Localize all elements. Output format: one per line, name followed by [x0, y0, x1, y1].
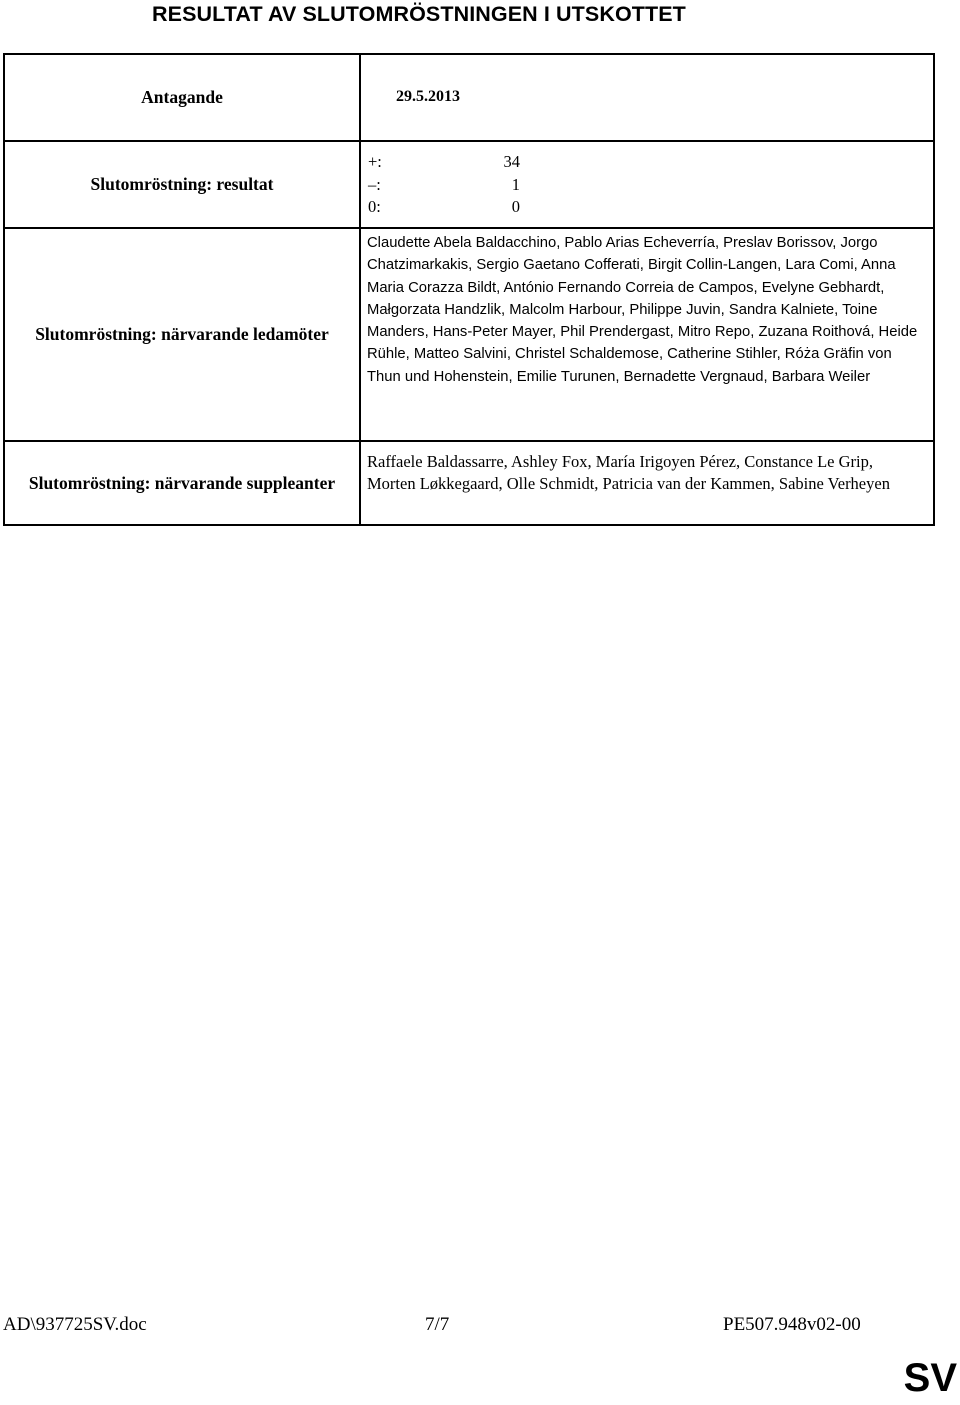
adopted-date-cell: [360, 54, 934, 141]
vote-result-table: [3, 53, 935, 526]
footer-doc-ref: AD\937725SV.doc: [3, 1314, 147, 1335]
result-zero: [368, 196, 933, 219]
footer-pe-ref: PE507.948v02-00: [723, 1314, 861, 1335]
substitutes-cell: [360, 441, 934, 525]
result-plus: [368, 151, 933, 174]
members-list: Claudette Abela Baldacchino, Pablo Arias Echeverría, Preslav Borissov, Jorgo Chatzimarkakis, Sergio Gaetano Cofferati, Birgit Collin-Langen, Lara Comi, Anna Maria Corazza Bildt, António Fernando Correia de Campos, Evelyne Gebhardt, Małgorzata Handzlik, Malcolm Harbour, Philippe Juvin, Sandra Kalniete, Toine Manders, Hans-Peter Mayer, Phil Prendergast, Mitro Repo, Zuzana Roithová, Heide Rühle, Matteo Salvini, Christel Schaldemose, Catherine Stihler, Róża Gräfin von Thun und Hohenstein, Emilie Turunen, Bernadette Vergnaud, Barbara Weiler: [367, 235, 918, 385]
language-code: SV: [903, 1356, 957, 1400]
result-label: Slutomröstning: resultat: [4, 141, 360, 228]
adopted-date: 29.5.2013: [396, 88, 460, 106]
zero-value: 0: [511, 197, 520, 216]
row-members: [4, 228, 934, 441]
substitutes-label: Slutomröstning: närvarande suppleanter: [4, 441, 360, 525]
row-adopted: [4, 54, 934, 141]
minus-value: 1: [511, 174, 520, 194]
adopted-label: Antagande: [4, 54, 360, 141]
row-substitutes: [4, 441, 934, 525]
substitutes-list: Raffaele Baldassarre, Ashley Fox, María Irigoyen Pérez, Constance Le Grip, Morten Løkkegaard, Olle Schmidt, Patricia van der Kammen, Sabine Verheyen: [367, 452, 890, 494]
result-minus: [368, 174, 933, 197]
members-cell: [360, 228, 934, 441]
members-label: Slutomröstning: närvarande ledamöter: [4, 228, 360, 441]
result-cell: [360, 141, 934, 228]
plus-symbol: +:: [368, 152, 382, 171]
minus-symbol: –:: [368, 174, 381, 194]
zero-symbol: 0:: [368, 197, 381, 216]
plus-value: 34: [503, 152, 520, 171]
row-result: [4, 141, 934, 228]
footer-page-number: 7/7: [425, 1314, 450, 1335]
document-title: RESULTAT AV SLUTOMRÖSTNINGEN I UTSKOTTET: [152, 2, 686, 26]
